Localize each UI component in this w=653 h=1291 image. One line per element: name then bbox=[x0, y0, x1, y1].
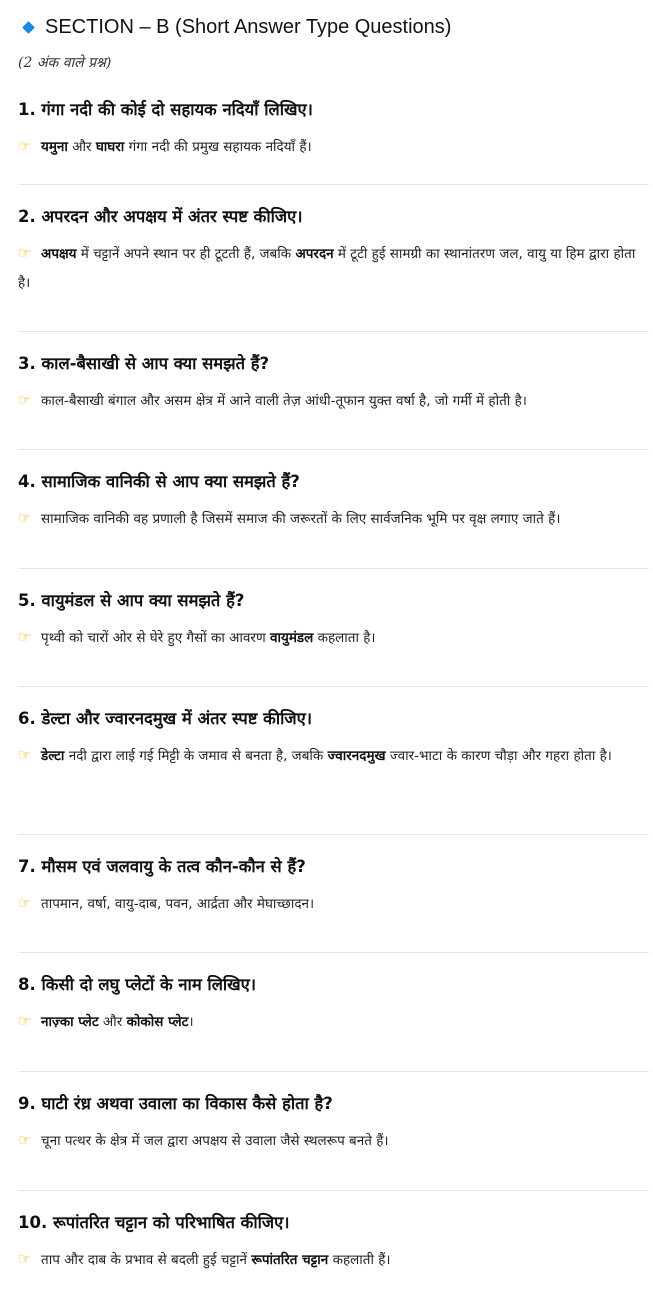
answer-keyword: अपक्षय bbox=[41, 246, 77, 262]
section-title: SECTION – B (Short Answer Type Questions) bbox=[45, 15, 452, 38]
question-item bbox=[18, 569, 649, 687]
answer-text bbox=[18, 239, 649, 298]
answer-text bbox=[18, 623, 649, 653]
question-text: 4. सामाजिक वानिकी से आप क्या समझते हैं? bbox=[18, 472, 300, 491]
question-item bbox=[18, 835, 649, 953]
answer-keyword: अपरदन bbox=[295, 246, 334, 262]
question-text: 8. किसी दो लघु प्लेटों के नाम लिखिए। bbox=[18, 975, 257, 994]
pointing-hand-icon: ☞ bbox=[18, 137, 32, 155]
pointing-hand-icon: ☞ bbox=[18, 1250, 32, 1268]
answer-text bbox=[18, 1126, 649, 1156]
answer-segment: काल-बैसाखी बंगाल और असम क्षेत्र में आने वाली तेज़ आंधी-तूफान युक्त वर्षा है, जो गर्मी में होती है। bbox=[41, 393, 527, 409]
answer-segment: सामाजिक वानिकी वह प्रणाली है जिसमें समाज की जरूरतों के लिए सार्वजनिक भूमि पर वृक्ष लगाए जाते हैं। bbox=[41, 511, 561, 527]
answer-keyword: वायुमंडल bbox=[270, 630, 314, 646]
answer-segment: नदी द्वारा लाई गई मिट्टी के जमाव से बनता है, जबकि bbox=[64, 748, 328, 764]
answer-segment: ताप और दाब के प्रभाव से बदली हुई चट्टानें bbox=[41, 1252, 252, 1268]
answer-text bbox=[18, 889, 649, 919]
question-item bbox=[18, 687, 649, 835]
pointing-hand-icon: ☞ bbox=[18, 1131, 32, 1149]
answer-text bbox=[18, 504, 649, 534]
question-item bbox=[18, 185, 649, 332]
answer-keyword: ज्वारनदमुख bbox=[327, 748, 386, 764]
answer-text bbox=[18, 386, 649, 416]
answer-keyword: रूपांतरित चट्टान bbox=[251, 1252, 329, 1268]
answer-text bbox=[18, 1007, 649, 1037]
answer-keyword: कोकोस प्लेट bbox=[126, 1014, 189, 1030]
question-item bbox=[18, 1191, 649, 1291]
pointing-hand-icon: ☞ bbox=[18, 391, 32, 409]
question-item bbox=[18, 953, 649, 1072]
question-item bbox=[18, 78, 649, 185]
pointing-hand-icon: ☞ bbox=[18, 244, 32, 262]
answer-segment: तापमान, वर्षा, वायु-दाब, पवन, आर्द्रता और मेघाच्छादन। bbox=[41, 896, 315, 912]
pointing-hand-icon: ☞ bbox=[18, 894, 32, 912]
answer-text bbox=[18, 741, 649, 771]
pointing-hand-icon: ☞ bbox=[18, 628, 32, 646]
answer-segment: और bbox=[67, 139, 96, 155]
answer-text bbox=[18, 132, 649, 162]
answer-segment: में चट्टानें अपने स्थान पर ही टूटती हैं, जबकि bbox=[76, 246, 296, 262]
answer-segment: । bbox=[188, 1014, 194, 1030]
answer-keyword: घाघरा bbox=[95, 139, 125, 155]
pointing-hand-icon: ☞ bbox=[18, 509, 32, 527]
question-text: 1. गंगा नदी की कोई दो सहायक नदियाँ लिखिए। bbox=[18, 100, 313, 119]
question-list bbox=[18, 78, 649, 1291]
answer-segment: गंगा नदी की प्रमुख सहायक नदियाँ हैं। bbox=[124, 139, 312, 155]
question-text: 5. वायुमंडल से आप क्या समझते हैं? bbox=[18, 591, 245, 610]
question-text: 2. अपरदन और अपक्षय में अंतर स्पष्ट कीजिए। bbox=[18, 207, 303, 226]
blue-diamond-icon bbox=[22, 21, 35, 34]
pointing-hand-icon: ☞ bbox=[18, 1012, 32, 1030]
answer-segment: कहलाती हैं। bbox=[328, 1252, 391, 1268]
question-text: 7. मौसम एवं जलवायु के तत्व कौन-कौन से हैं? bbox=[18, 857, 306, 876]
answer-segment: कहलाता है। bbox=[313, 630, 376, 646]
section-header bbox=[18, 0, 649, 52]
answer-segment: में टूटी हुई सामग्री का स्थानांतरण जल, वायु या हिम द्वारा होता है। bbox=[18, 246, 636, 291]
pointing-hand-icon: ☞ bbox=[18, 746, 32, 764]
section-subtitle: (2 अंक वाले प्रश्न) bbox=[18, 55, 112, 71]
answer-segment: चूना पत्थर के क्षेत्र में जल द्वारा अपक्षय से उवाला जैसे स्थलरूप बनते हैं। bbox=[41, 1133, 389, 1149]
answer-segment: और bbox=[98, 1014, 127, 1030]
answer-segment: पृथ्वी को चारों ओर से घेरे हुए गैसों का आवरण bbox=[41, 630, 271, 646]
question-text: 3. काल-बैसाखी से आप क्या समझते हैं? bbox=[18, 354, 270, 373]
question-item bbox=[18, 450, 649, 569]
answer-keyword: यमुना bbox=[41, 139, 68, 155]
question-text: 6. डेल्टा और ज्वारनदमुख में अंतर स्पष्ट कीजिए। bbox=[18, 709, 313, 728]
question-text: 9. घाटी रंध्र अथवा उवाला का विकास कैसे होता है? bbox=[18, 1094, 333, 1113]
question-text: 10. रूपांतरित चट्टान को परिभाषित कीजिए। bbox=[18, 1213, 290, 1232]
question-item bbox=[18, 1072, 649, 1191]
question-item bbox=[18, 332, 649, 450]
answer-segment: ज्वार-भाटा के कारण चौड़ा और गहरा होता है। bbox=[385, 748, 612, 764]
answer-text bbox=[18, 1245, 649, 1275]
answer-keyword: डेल्टा bbox=[41, 748, 65, 764]
answer-keyword: नाज़्का प्लेट bbox=[41, 1014, 99, 1030]
